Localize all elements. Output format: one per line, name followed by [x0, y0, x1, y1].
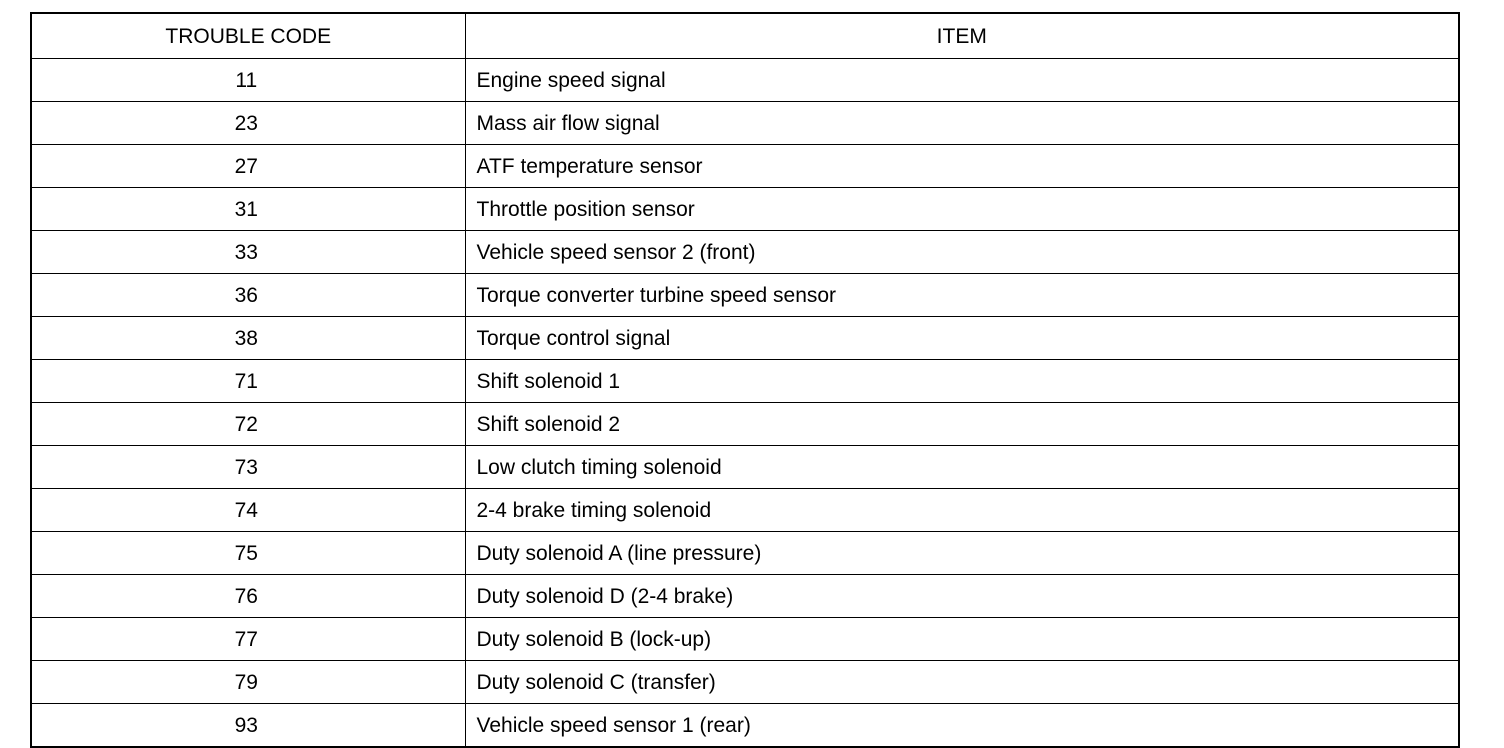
trouble-code-table-container [30, 12, 1460, 737]
table-row [31, 59, 1459, 102]
table-row [31, 575, 1459, 618]
table-row [31, 446, 1459, 489]
item-cell: Mass air flow signal [465, 102, 1459, 145]
header-trouble-code: TROUBLE CODE [31, 13, 465, 59]
trouble-code-cell: 73 [31, 446, 465, 489]
item-cell: Duty solenoid C (transfer) [465, 661, 1459, 704]
table-body [31, 59, 1459, 748]
item-cell: Duty solenoid A (line pressure) [465, 532, 1459, 575]
trouble-code-cell: 72 [31, 403, 465, 446]
table-row [31, 532, 1459, 575]
trouble-code-cell: 33 [31, 231, 465, 274]
trouble-code-cell: 93 [31, 704, 465, 748]
item-cell: 2-4 brake timing solenoid [465, 489, 1459, 532]
table-row [31, 618, 1459, 661]
trouble-code-cell: 71 [31, 360, 465, 403]
table-row [31, 102, 1459, 145]
trouble-code-cell: 27 [31, 145, 465, 188]
table-row [31, 403, 1459, 446]
trouble-code-cell: 23 [31, 102, 465, 145]
trouble-code-cell: 11 [31, 59, 465, 102]
item-cell: Low clutch timing solenoid [465, 446, 1459, 489]
table-row [31, 274, 1459, 317]
trouble-code-cell: 38 [31, 317, 465, 360]
table-header [31, 13, 1459, 59]
item-cell: Duty solenoid D (2-4 brake) [465, 575, 1459, 618]
trouble-code-cell: 79 [31, 661, 465, 704]
item-cell: Throttle position sensor [465, 188, 1459, 231]
table-row [31, 188, 1459, 231]
table-row [31, 661, 1459, 704]
table-row [31, 145, 1459, 188]
item-cell: Shift solenoid 1 [465, 360, 1459, 403]
item-cell: Vehicle speed sensor 2 (front) [465, 231, 1459, 274]
trouble-code-cell: 77 [31, 618, 465, 661]
item-cell: ATF temperature sensor [465, 145, 1459, 188]
item-cell: Engine speed signal [465, 59, 1459, 102]
trouble-code-cell: 75 [31, 532, 465, 575]
trouble-code-table [30, 12, 1460, 748]
item-cell: Shift solenoid 2 [465, 403, 1459, 446]
item-cell: Torque control signal [465, 317, 1459, 360]
table-row [31, 704, 1459, 748]
table-row [31, 231, 1459, 274]
table-row [31, 360, 1459, 403]
item-cell: Duty solenoid B (lock-up) [465, 618, 1459, 661]
header-row [31, 13, 1459, 59]
trouble-code-cell: 36 [31, 274, 465, 317]
table-row [31, 317, 1459, 360]
trouble-code-cell: 76 [31, 575, 465, 618]
trouble-code-cell: 31 [31, 188, 465, 231]
item-cell: Vehicle speed sensor 1 (rear) [465, 704, 1459, 748]
table-row [31, 489, 1459, 532]
trouble-code-cell: 74 [31, 489, 465, 532]
item-cell: Torque converter turbine speed sensor [465, 274, 1459, 317]
header-item: ITEM [465, 13, 1459, 59]
